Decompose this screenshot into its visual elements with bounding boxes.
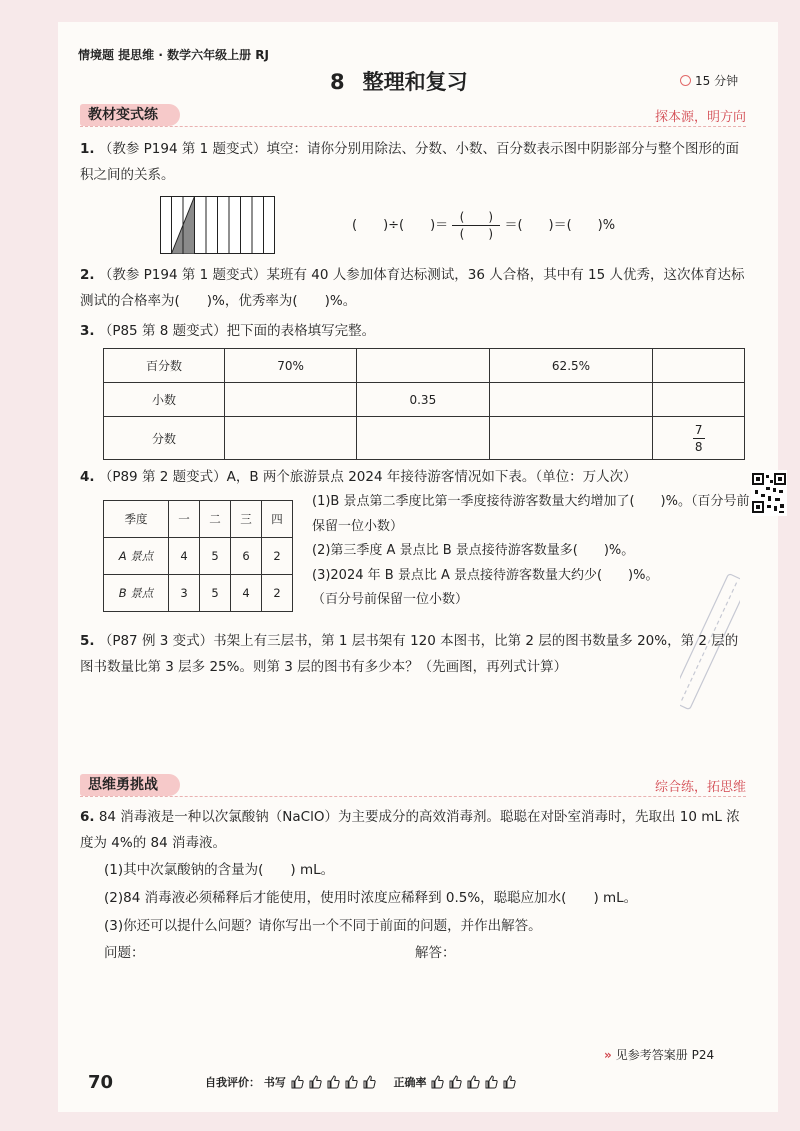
page-number: 70 [88,1072,114,1093]
question-number: 4. [80,469,95,485]
chapter-title: 整理和复习 [362,70,468,94]
subquestion-2: (2)第三季度 A 景点比 B 景点接待游客数量多( )%。 [312,543,635,558]
row-label: A 景点 [104,538,169,575]
table-cell: 2 [262,575,293,612]
section-slogan: 综合练，拓思维 [654,780,746,795]
numerator: 7 [694,422,703,437]
question-number: 5. [80,633,95,649]
table-row [104,538,293,575]
question-5 [80,628,748,680]
subquestion-2: (2)84 消毒液必须稀释后才能使用，使用时浓度应稀释到 0.5%，聪聪应加水( ) mL。 [104,890,638,906]
timer-text: 15 分钟 [695,74,739,88]
writing-label: 书写 [263,1076,286,1089]
table-row [104,501,293,538]
question-number: 2. [80,267,95,283]
question-text: （P87 例 3 变式）书架上有三层书，第 1 层书架有 120 本图书，比第 2 层的图书数量多 20%，第 2 层的图书数量比第 3 层多 25%。则第 3 层的图书有多少本？（先画图，再列式计算） [80,633,739,675]
table-cell: 2 [262,538,293,575]
conversion-table [103,348,745,460]
thumbs-up-icon[interactable] [326,1075,340,1089]
table-cell: 5 [200,575,231,612]
header-cell: 四 [262,501,293,538]
double-chevron-icon: » [604,1048,612,1062]
fraction-value [693,423,705,454]
thumbs-up-icon[interactable] [290,1075,304,1089]
thumbs-up-icon[interactable] [308,1075,322,1089]
qr-code-icon[interactable] [751,470,787,516]
header-cell: 二 [200,501,231,538]
table-cell: 5 [200,538,231,575]
row-label: 百分数 [104,349,225,383]
clock-icon [680,75,691,86]
section-header-2 [80,774,746,797]
table-cell[interactable] [489,417,653,460]
question-4 [80,464,748,490]
header-cell: 三 [231,501,262,538]
row-label: 小数 [104,383,225,417]
question-text: （P89 第 2 题变式）A，B 两个旅游景点 2024 年接待游客情况如下表。（单位：万人次） [98,469,637,485]
table-cell: 4 [231,575,262,612]
table-cell[interactable] [225,383,357,417]
table-cell: 6 [231,538,262,575]
question-3 [80,318,748,344]
chapter-number: 8 [330,70,345,94]
table-cell[interactable] [653,349,745,383]
thumbs-up-icon[interactable] [484,1075,498,1089]
subquestion-3: (3)2024 年 B 景点比 A 景点接待游客数量大约少( )%。 [312,567,659,583]
table-cell-fraction[interactable] [653,417,745,460]
question-6 [80,804,748,856]
answer-reference[interactable] [604,1046,714,1063]
section-slogan: 探本源，明方向 [654,110,746,125]
table-cell: 4 [169,538,200,575]
thumbs-up-icon[interactable] [344,1075,358,1089]
subquestion-3-note: （百分号前保留一位小数） [312,592,469,607]
table-row [104,383,745,417]
timer [680,72,738,89]
self-eval-label: 自我评价： [205,1076,260,1089]
header-cell: 一 [169,501,200,538]
header-cell: 季度 [104,501,169,538]
accuracy-label: 正确率 [393,1076,427,1089]
frac-top: ( ) [459,210,494,224]
table-cell[interactable] [357,349,489,383]
thumbs-up-icon[interactable] [362,1075,376,1089]
thumbs-up-icon[interactable] [430,1075,444,1089]
table-cell[interactable]: 70% [225,349,357,383]
section-tag: 思维勇挑战 [80,774,180,796]
table-cell[interactable] [225,417,357,460]
row-label: B 景点 [104,575,169,612]
book-title: 情境题 提思维 · 数学六年级上册 RJ [78,48,269,62]
table-cell[interactable] [489,383,653,417]
self-evaluation [205,1074,520,1090]
table-cell[interactable]: 0.35 [357,383,489,417]
table-row [104,575,293,612]
thumbs-up-icon[interactable] [466,1075,480,1089]
blank-decimal-percent[interactable]: ＝( )＝( )% [504,218,616,233]
question-text: （教参 P194 第 1 题变式）填空：请你分别用除法、分数、小数、百分数表示图中阴影部分与整个图形的面积之间的关系。 [80,141,739,183]
question-text: （P85 第 8 题变式）把下面的表格填写完整。 [98,323,376,339]
accuracy-thumbs[interactable] [430,1076,520,1089]
table-cell[interactable]: 62.5% [489,349,653,383]
question-number: 6. [80,809,95,825]
question-label: 问题： [104,945,145,961]
table-cell: 3 [169,575,200,612]
tourism-table [103,500,293,612]
subquestion-1: (1)其中次氯酸钠的含量为( ) mL。 [104,862,335,878]
frac-bottom: ( ) [459,227,494,241]
chapter-heading [330,66,468,96]
question-2 [80,262,748,314]
blank-division[interactable]: ( )÷( )＝ [352,218,449,233]
subquestion-1: (1)B 景点第二季度比第一季度接待游客数量大约增加了( )%。（百分号前保留一位小数） [312,494,750,534]
shaded-rectangle-figure [160,196,275,254]
q6-subquestions [104,856,748,940]
question-text: （教参 P194 第 1 题变式）某班有 40 人参加体育达标测试，36 人合格，其中有 15 人优秀，这次体育达标测试的合格率为( )%，优秀率为( )%。 [80,267,745,309]
blank-fraction[interactable] [452,210,500,241]
table-cell[interactable] [653,383,745,417]
question-number: 1. [80,141,95,157]
table-row [104,349,745,383]
answer-label: 解答： [415,945,456,961]
table-row [104,417,745,460]
section-header-1 [80,104,746,127]
denominator: 8 [694,439,703,454]
answer-reference-text: 见参考答案册 P24 [615,1048,715,1062]
question-number: 3. [80,323,95,339]
row-label: 分数 [104,417,225,460]
subquestion-3: (3)你还可以提什么问题？请你写出一个不同于前面的问题，并作出解答。 [104,918,542,934]
question-1 [80,136,748,188]
section-tag: 教材变式练 [80,104,180,126]
question-text: 84 消毒液是一种以次氯酸钠（NaClO）为主要成分的高效消毒剂。聪聪在对卧室消毒时，先取出 10 mL 浓度为 4%的 84 消毒液。 [80,809,740,851]
q1-answer-blanks [352,210,615,241]
writing-thumbs[interactable] [290,1076,384,1089]
thumbs-up-icon[interactable] [448,1075,462,1089]
table-cell[interactable] [357,417,489,460]
thumbs-up-icon[interactable] [502,1075,516,1089]
